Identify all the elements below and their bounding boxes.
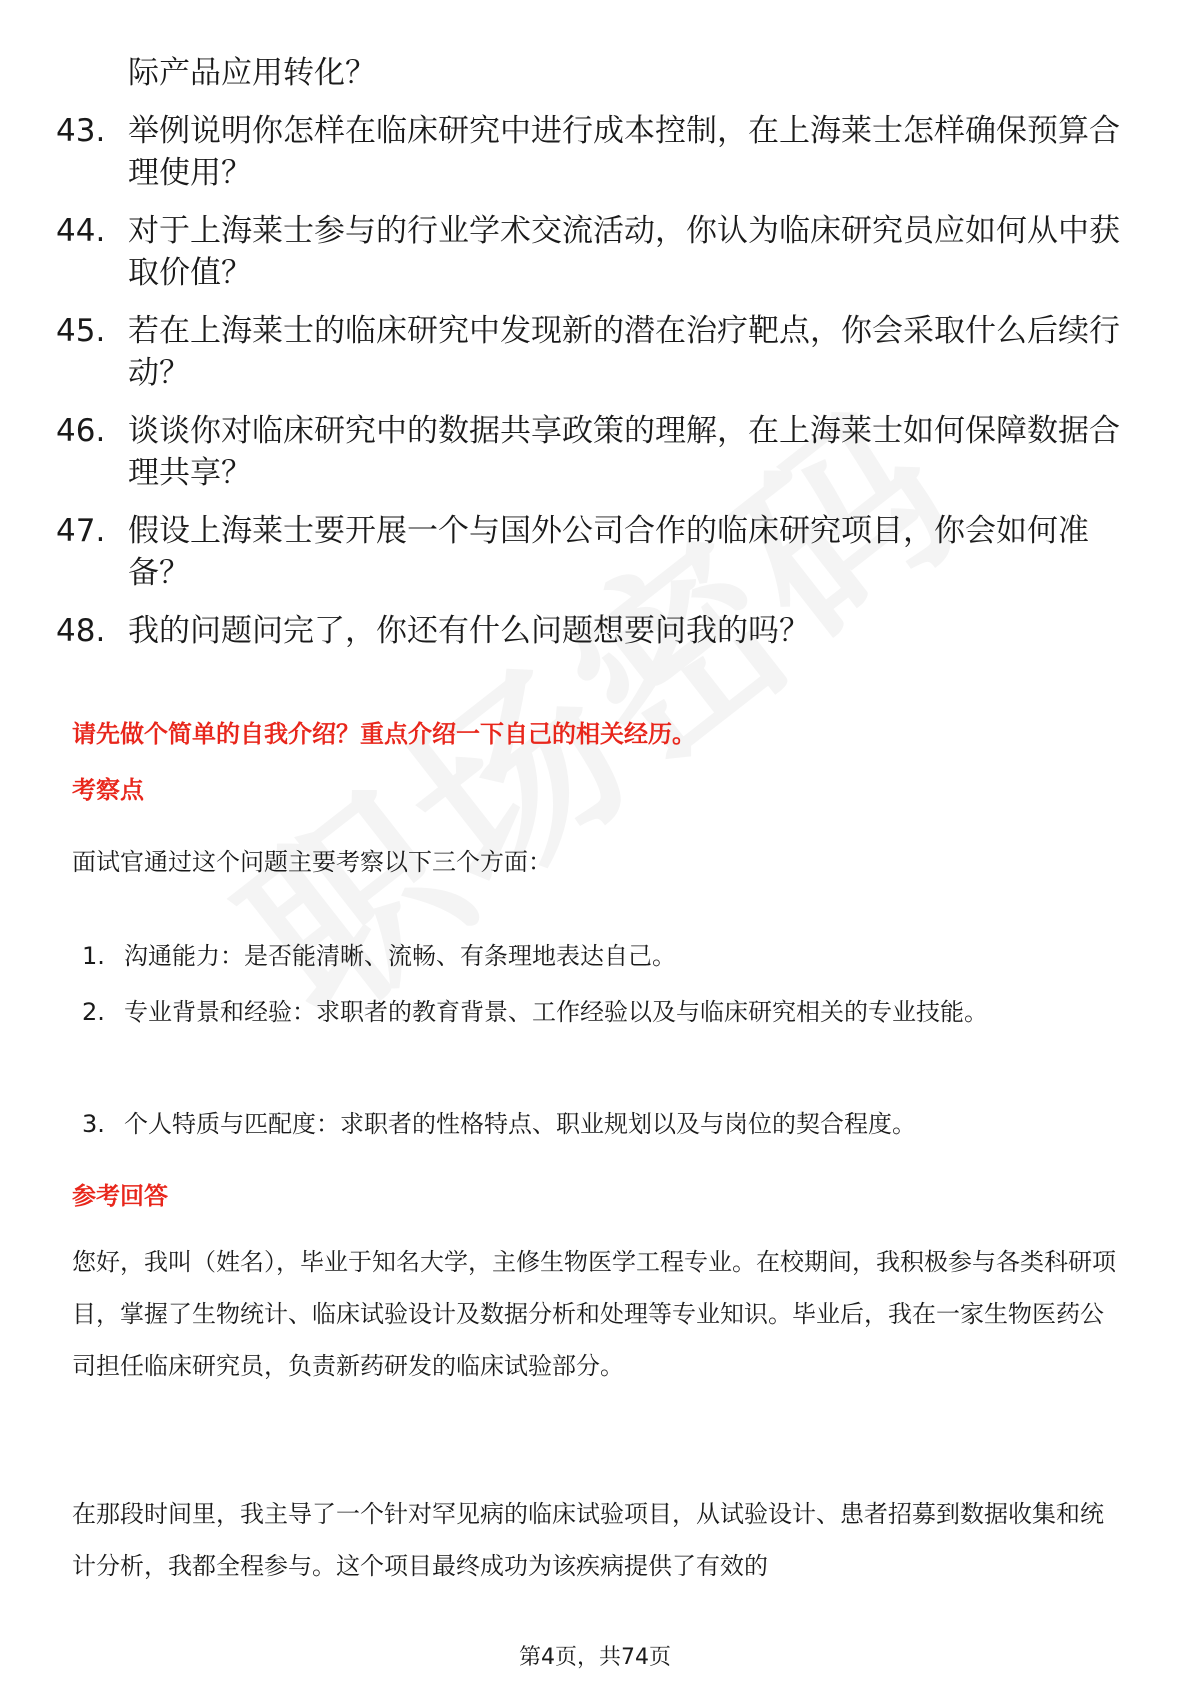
answer-heading: 参考回答 bbox=[72, 1182, 168, 1210]
focus-point bbox=[82, 984, 1122, 1040]
focus-intro: 面试官通过这个问题主要考察以下三个方面： bbox=[72, 848, 552, 876]
question-text: 假设上海莱士要开展一个与国外公司合作的临床研究项目，你会如何准备？ bbox=[128, 513, 1089, 591]
question-text: 谈谈你对临床研究中的数据共享政策的理解，在上海莱士如何保障数据合理共享？ bbox=[128, 413, 1120, 491]
question-text: 际产品应用转化？ bbox=[128, 55, 376, 91]
point-text: 沟通能力：是否能清晰、流畅、有条理地表达自己。 bbox=[124, 942, 676, 970]
question-number: 44. bbox=[56, 213, 106, 249]
question-text: 举例说明你怎样在临床研究中进行成本控制，在上海莱士怎样确保预算合理使用？ bbox=[128, 113, 1120, 191]
question-number: 45. bbox=[56, 313, 106, 349]
interview-question-heading: 请先做个简单的自我介绍？重点介绍一下自己的相关经历。 bbox=[72, 720, 696, 748]
point-number: 2. bbox=[82, 998, 105, 1026]
question-item bbox=[56, 610, 1136, 652]
question-item bbox=[56, 310, 1136, 394]
focus-point bbox=[82, 928, 1122, 984]
question-number: 48. bbox=[56, 613, 106, 649]
focus-point bbox=[82, 1096, 1122, 1152]
question-text: 对于上海莱士参与的行业学术交流活动，你认为临床研究员应如何从中获取价值？ bbox=[128, 213, 1120, 291]
question-item bbox=[56, 410, 1136, 494]
focus-heading: 考察点 bbox=[72, 776, 144, 804]
question-number: 46. bbox=[56, 413, 106, 449]
answer-paragraph: 您好，我叫（姓名），毕业于知名大学，主修生物医学工程专业。在校期间，我积极参与各类科研项目，掌握了生物统计、临床试验设计及数据分析和处理等专业知识。毕业后，我在一家生物医药公司担任临床研究员，负责新药研发的临床试验部分。 bbox=[72, 1248, 1116, 1380]
question-text: 我的问题问完了，你还有什么问题想要问我的吗？ bbox=[128, 613, 810, 649]
question-item bbox=[56, 110, 1136, 194]
question-text: 若在上海莱士的临床研究中发现新的潜在治疗靶点，你会采取什么后续行动？ bbox=[128, 313, 1120, 391]
question-continuation bbox=[56, 52, 1136, 94]
question-number: 43. bbox=[56, 113, 106, 149]
question-item bbox=[56, 210, 1136, 294]
page-number: 第4页，共74页 bbox=[519, 1645, 671, 1670]
point-text: 专业背景和经验：求职者的教育背景、工作经验以及与临床研究相关的专业技能。 bbox=[124, 998, 988, 1026]
point-number: 1. bbox=[82, 942, 105, 970]
answer-paragraph: 在那段时间里，我主导了一个针对罕见病的临床试验项目，从试验设计、患者招募到数据收集和统计分析，我都全程参与。这个项目最终成功为该疾病提供了有效的 bbox=[72, 1500, 1104, 1580]
question-item bbox=[56, 510, 1136, 594]
point-text: 个人特质与匹配度：求职者的性格特点、职业规划以及与岗位的契合程度。 bbox=[124, 1110, 916, 1138]
question-list bbox=[56, 52, 1136, 668]
point-number: 3. bbox=[82, 1110, 105, 1138]
question-number: 47. bbox=[56, 513, 106, 549]
